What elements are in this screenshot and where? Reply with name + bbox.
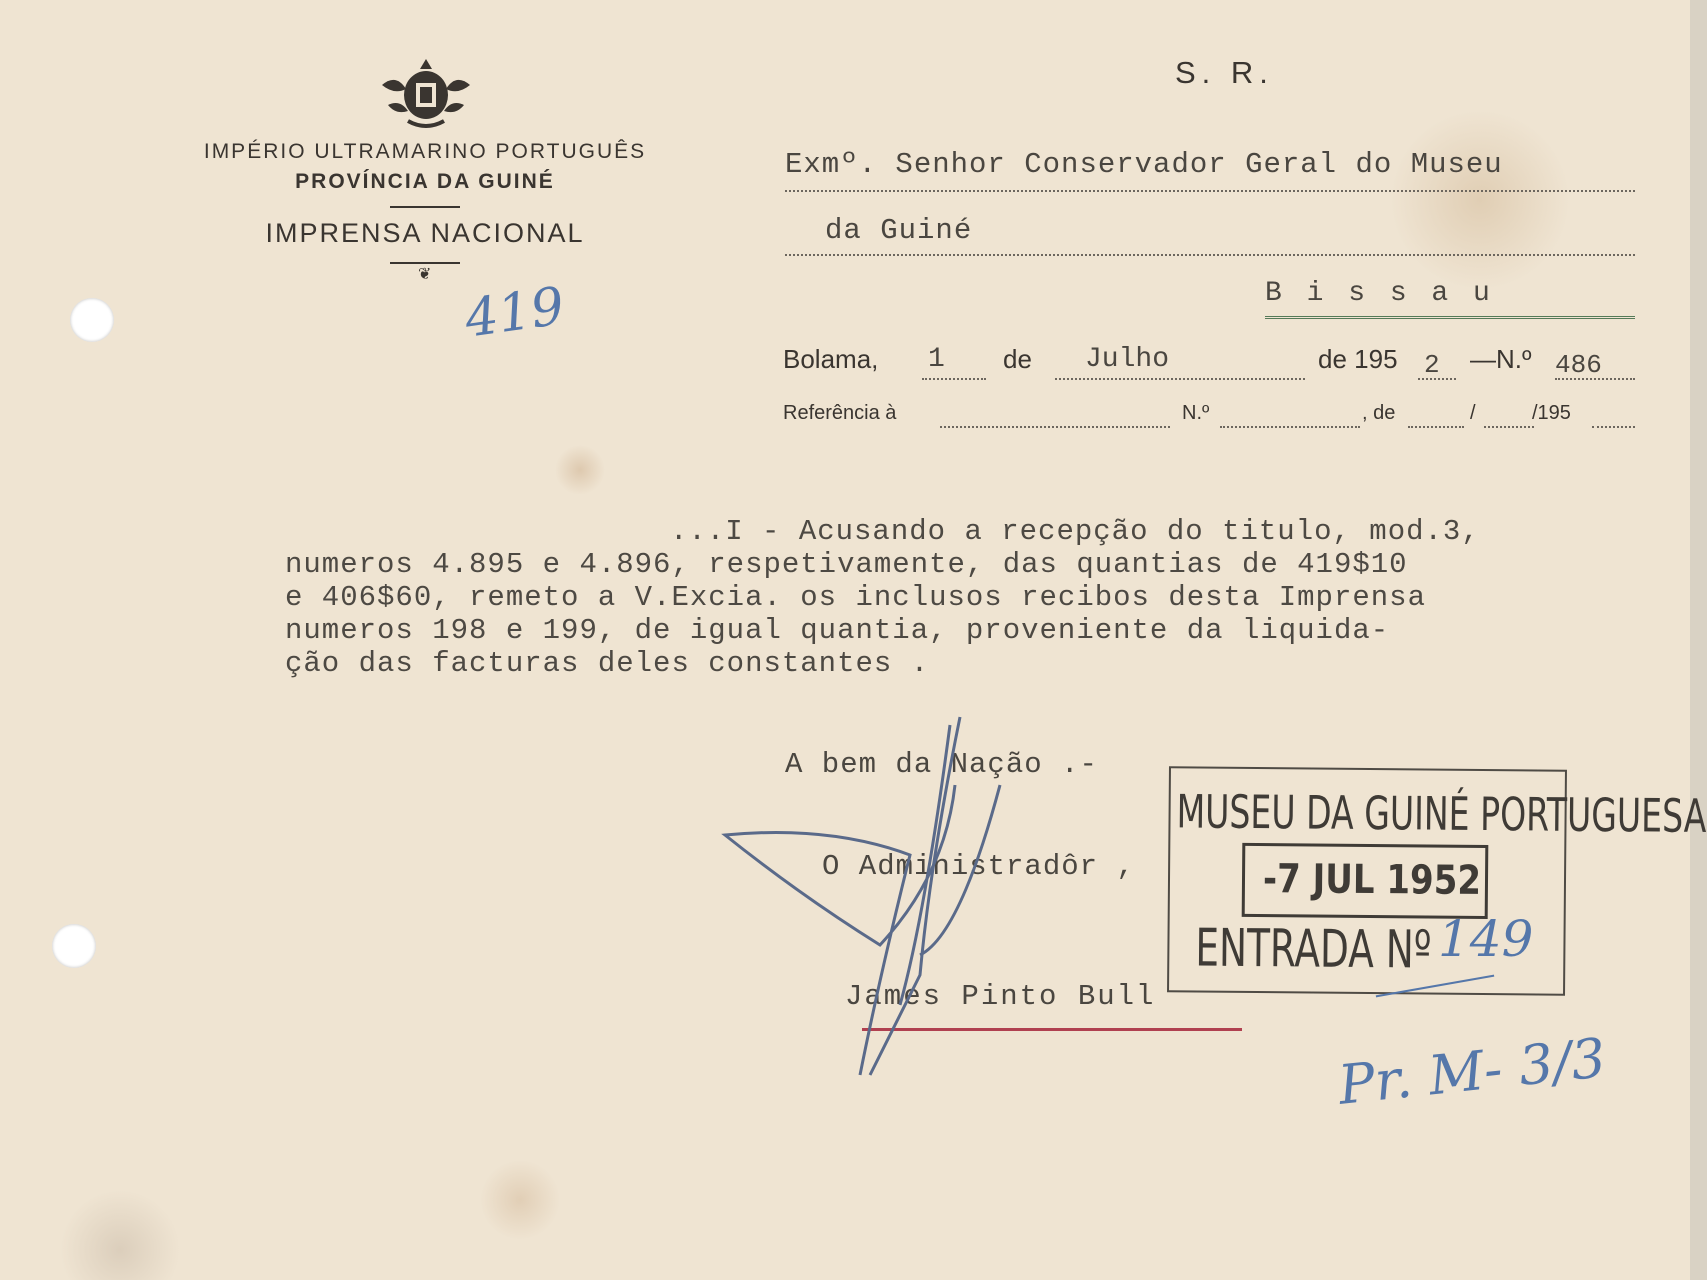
handwritten-signature: [720, 715, 1020, 1085]
dateline-year-text: 2: [1424, 350, 1440, 380]
body-line-1: ...I - Acusando a recepção do titulo, mod.3,: [670, 515, 1480, 548]
header-province: PROVÍNCIA DA GUINÉ: [295, 170, 555, 193]
addressee-city-text: B i s s a u: [1265, 278, 1494, 309]
dateline-month-text: Julho: [1085, 344, 1170, 375]
body-line-5: ção das facturas deles constantes .: [285, 647, 930, 680]
reference-n-field: [1220, 402, 1360, 428]
handwritten-number: 419: [461, 276, 568, 350]
reference-field: [940, 402, 1170, 428]
dateline-number: [1555, 350, 1635, 380]
dateline-number-label: —N.º: [1470, 344, 1532, 374]
addressee-line-2: [785, 214, 1635, 256]
stamp-date: -7 JUL 1952: [1262, 856, 1482, 904]
dateline-year-label: de 195: [1318, 344, 1398, 374]
dateline-month: [1055, 344, 1305, 380]
body-line-4: numeros 198 e 199, de igual quantia, proveniente da liquida-: [285, 614, 1390, 647]
addressee-line-1: [785, 148, 1635, 192]
addressee-line-1-text: Exmº. Senhor Conservador Geral do Museu: [785, 148, 1503, 181]
header-divider: [390, 206, 460, 208]
ornament-icon: ❦: [418, 266, 432, 283]
reference-de-label: , de: [1362, 402, 1396, 424]
dateline-year: [1418, 350, 1456, 380]
header-empire: IMPÉRIO ULTRAMARINO PORTUGUÊS: [203, 140, 647, 163]
punch-hole-bottom: [52, 924, 96, 968]
stamp-date-box: [1242, 843, 1489, 919]
reference-n-label: N.º: [1182, 402, 1210, 424]
header-press: IMPRENSA NACIONAL: [265, 218, 585, 248]
reference-label: Referência à: [783, 402, 897, 424]
dateline-day: [922, 344, 986, 380]
addressee-line-2-text: da Guiné: [825, 214, 973, 247]
stamp-title: MUSEU DA GUINÉ PORTUGUESA: [1176, 784, 1707, 843]
coat-of-arms-icon: [378, 55, 474, 131]
addressee-city: [1265, 278, 1635, 319]
punch-hole-top: [70, 298, 114, 342]
stamp-entry-label: ENTRADA Nº: [1195, 918, 1432, 981]
reference-slash-field: [1484, 402, 1534, 428]
body-line-2: numeros 4.895 e 4.896, respetivamente, das quantias de 419$10: [285, 548, 1408, 581]
closing-salutation: A bem da Nação .-: [785, 748, 1098, 781]
dateline-day-text: 1: [928, 344, 945, 375]
body-line-3: e 406$60, remeto a V.Excia. os inclusos recibos desta Imprensa: [285, 581, 1426, 614]
reference-year: /195: [1532, 402, 1571, 424]
dateline-place: Bolama,: [783, 344, 879, 374]
stamp-entry-number: 149: [1438, 910, 1534, 968]
dateline-de: de: [1003, 344, 1032, 374]
service-mark: S. R.: [1175, 55, 1274, 90]
dateline-number-text: 486: [1555, 350, 1602, 380]
reference-de-field: [1408, 402, 1464, 428]
reference-year-field: [1592, 402, 1635, 428]
reference-slash: /: [1470, 402, 1476, 424]
handwritten-note: Pr. M- 3/3: [1335, 1026, 1609, 1117]
closing-name: James Pinto Bull: [845, 980, 1156, 1013]
closing-title: O Administradôr ,: [822, 850, 1135, 883]
